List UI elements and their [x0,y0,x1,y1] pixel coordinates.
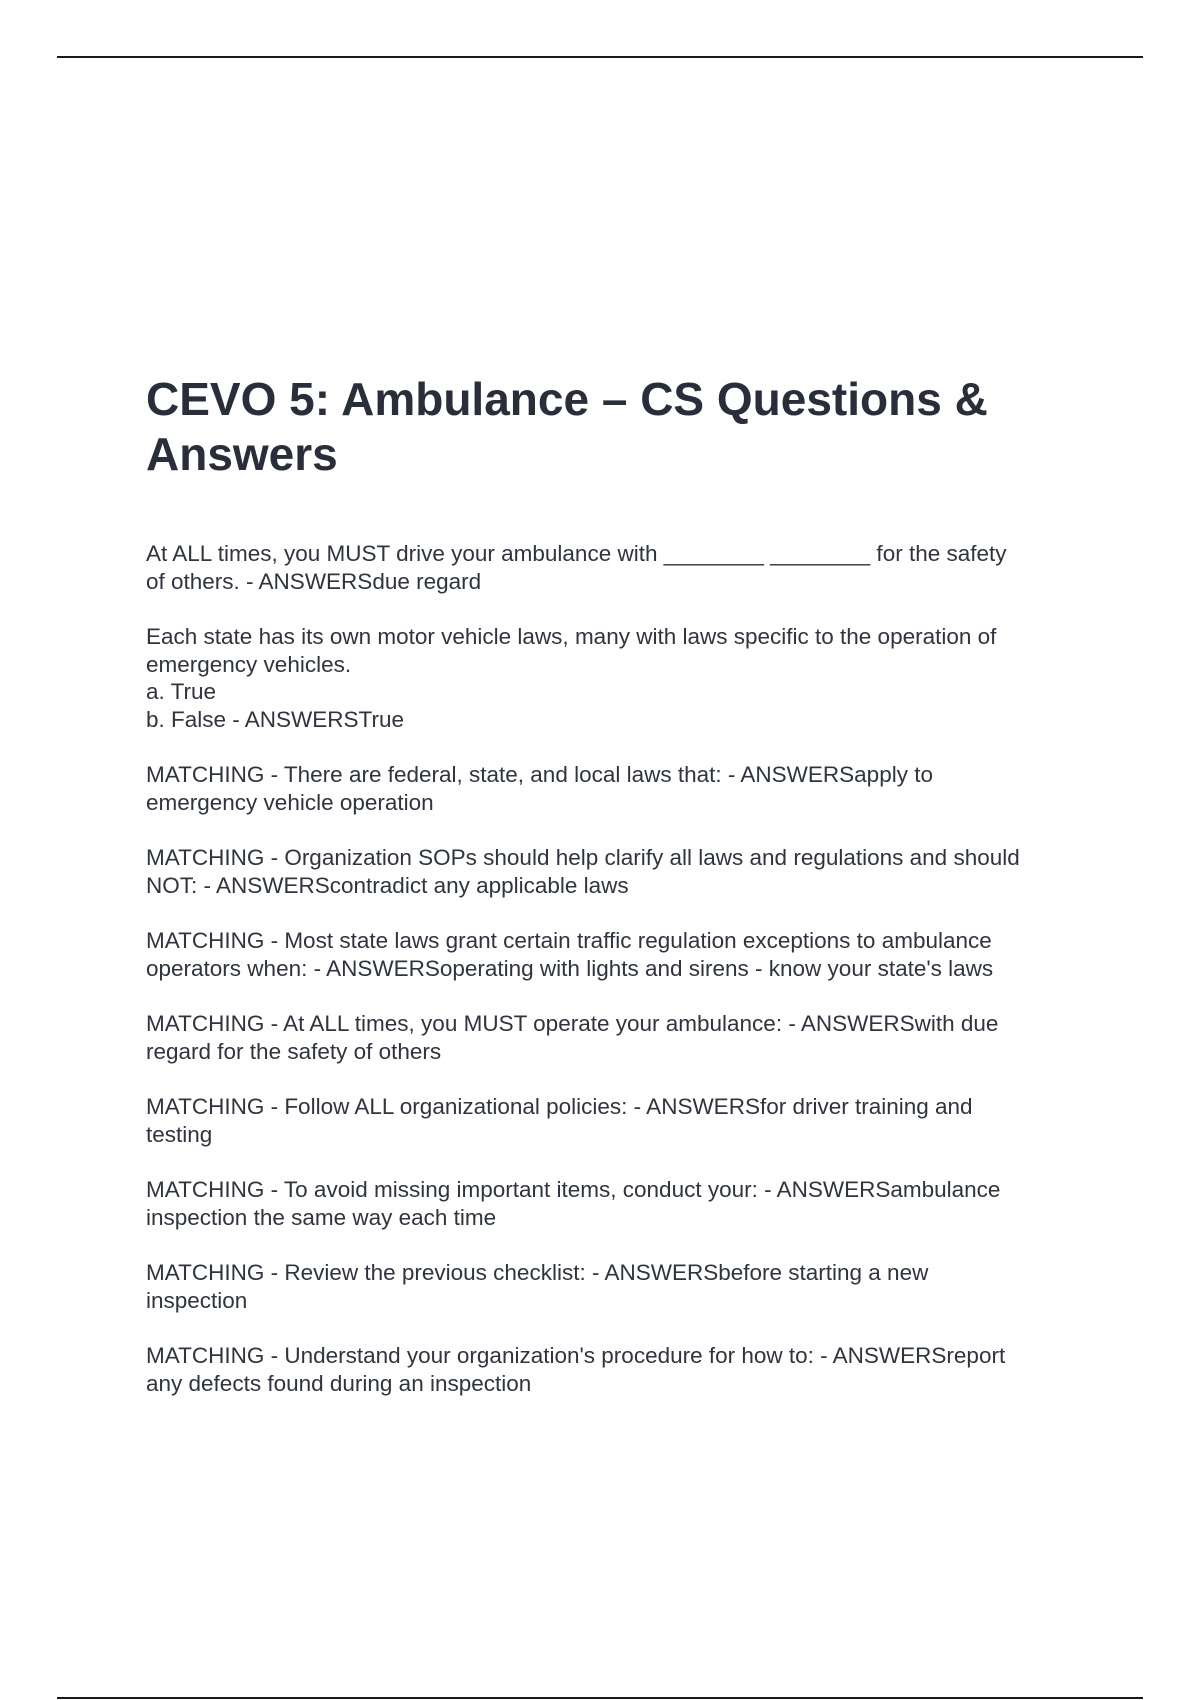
qa-item [146,1259,1096,1314]
qa-text-line: MATCHING - There are federal, state, and local laws that: - ANSWERSapply to [146,762,933,787]
qa-text-line: inspection [146,1287,248,1313]
qa-text-line: MATCHING - Review the previous checklist: - ANSWERSbefore starting a new [146,1260,929,1285]
title-line-1: CEVO 5: Ambulance – CS Questions & [146,373,988,425]
qa-item [146,844,1096,899]
title-line-2: Answers [146,428,338,480]
qa-item [146,623,1096,733]
qa-text-line: any defects found during an inspection [146,1370,532,1396]
qa-option-line: a. True [146,679,217,704]
qa-text-line: of others. - ANSWERSdue regard [146,568,482,594]
qa-option-line: b. False - ANSWERSTrue [146,706,404,732]
qa-item [146,927,1096,982]
top-divider [57,56,1143,58]
qa-item [146,1342,1096,1397]
qa-item [146,540,1096,595]
qa-text-line: testing [146,1121,213,1147]
qa-text-line: emergency vehicles. [146,651,352,677]
qa-item [146,1093,1096,1148]
bottom-divider [57,1697,1143,1699]
qa-text-line: MATCHING - Understand your organization's procedure for how to: - ANSWERSreport [146,1343,1006,1368]
qa-item [146,761,1096,816]
qa-text-line: MATCHING - Organization SOPs should help clarify all laws and regulations and should [146,845,1020,870]
qa-text-line: MATCHING - Follow ALL organizational policies: - ANSWERSfor driver training and [146,1094,973,1119]
qa-text-line: regard for the safety of others [146,1038,442,1064]
qa-text-line: emergency vehicle operation [146,789,434,815]
qa-text-line: MATCHING - At ALL times, you MUST operate your ambulance: - ANSWERSwith due [146,1011,999,1036]
qa-list [146,540,1096,1425]
qa-text-line: MATCHING - To avoid missing important items, conduct your: - ANSWERSambulance [146,1177,1001,1202]
qa-text-line: NOT: - ANSWERScontradict any applicable laws [146,872,629,898]
page-title [146,372,1106,482]
qa-text-line: At ALL times, you MUST drive your ambulance with ________ ________ for the safety [146,541,1007,566]
qa-text-line: inspection the same way each time [146,1204,497,1230]
qa-item [146,1010,1096,1065]
qa-text-line: Each state has its own motor vehicle laws, many with laws specific to the operation of [146,624,997,649]
qa-text-line: operators when: - ANSWERSoperating with lights and sirens - know your state's laws [146,955,994,981]
qa-text-line: MATCHING - Most state laws grant certain traffic regulation exceptions to ambulance [146,928,992,953]
qa-item [146,1176,1096,1231]
